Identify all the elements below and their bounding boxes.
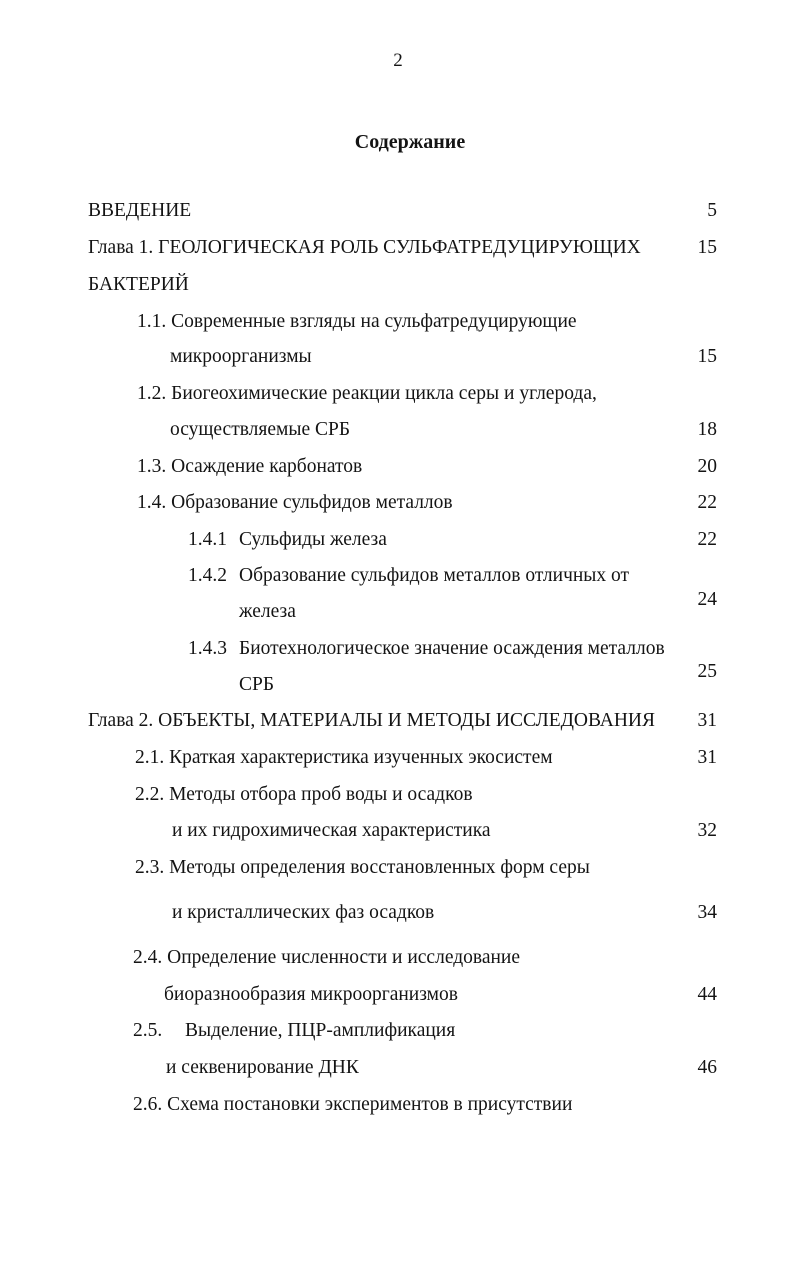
toc-entry-1-4-2-cont: железа [239,601,296,622]
toc-page-intro: 5 [707,200,717,221]
toc-page-chapter2: 31 [697,710,717,731]
toc-page-1-3: 20 [697,456,717,477]
toc-num-2-5: 2.5. [133,1020,163,1041]
toc-page-1-4-1: 22 [697,529,717,550]
toc-entry-2-4-cont: биоразнообразия микроорганизмов [164,984,458,1005]
toc-entry-1-4-3-cont: СРБ [239,674,275,695]
toc-page-2-3: 34 [697,902,717,923]
toc-entry-1-2: 1.2. Биогеохимические реакции цикла серы и углерода, [137,383,597,404]
toc-entry-1-4-1: Сульфиды железа [239,529,387,550]
toc-entry-2-2-cont: и их гидрохимическая характеристика [172,820,491,841]
toc-entry-2-5: Выделение, ПЦР-амплификация [185,1020,456,1041]
toc-page-chapter1: 15 [697,237,717,258]
toc-page-2-4: 44 [697,984,717,1005]
toc-entry-1-4-3: Биотехнологическое значение осаждения металлов [239,638,665,659]
toc-page-1-4-2: 24 [697,589,717,610]
toc-page-1-1: 15 [697,346,717,367]
toc-num-1-4-1: 1.4.1 [188,529,227,550]
toc-entry-2-3-cont: и кристаллических фаз осадков [172,902,435,923]
page-number: 2 [393,50,403,71]
toc-entry-1-4: 1.4. Образование сульфидов металлов [137,492,453,513]
toc-entry-2-2: 2.2. Методы отбора проб воды и осадков [135,784,473,805]
toc-page-2-2: 32 [697,820,717,841]
toc-entry-1-3: 1.3. Осаждение карбонатов [137,456,363,477]
toc-entry-1-4-2: Образование сульфидов металлов отличных от [239,565,630,586]
toc-entry-chapter2: Глава 2. ОБЪЕКТЫ, МАТЕРИАЛЫ И МЕТОДЫ ИССЛЕДОВАНИЯ [88,710,656,731]
toc-entry-intro: ВВЕДЕНИЕ [88,200,192,221]
toc-num-1-4-2: 1.4.2 [188,565,227,586]
toc-entry-1-2-cont: осуществляемые СРБ [170,419,351,440]
toc-entry-2-5-cont: и секвенирование ДНК [166,1057,359,1078]
toc-page-1-4-3: 25 [697,661,717,682]
toc-entry-1-1: 1.1. Современные взгляды на сульфатредуцирующие [137,311,577,332]
toc-entry-1-1-cont: микроорганизмы [170,346,312,367]
toc-page-2-1: 31 [697,747,717,768]
toc-page-2-5: 46 [697,1057,717,1078]
toc-entry-chapter1: Глава 1. ГЕОЛОГИЧЕСКАЯ РОЛЬ СУЛЬФАТРЕДУЦИРУЮЩИХ [88,237,641,258]
toc-page-1-2: 18 [697,419,717,440]
toc-entry-2-3: 2.3. Методы определения восстановленных форм серы [135,857,590,878]
toc-entry-2-6: 2.6. Схема постановки экспериментов в присутствии [133,1094,573,1115]
toc-entry-2-1: 2.1. Краткая характеристика изученных экосистем [135,747,553,768]
toc-entry-2-4: 2.4. Определение численности и исследование [133,947,521,968]
toc-num-1-4-3: 1.4.3 [188,638,227,659]
toc-entry-chapter1-cont: БАКТЕРИЙ [88,274,189,295]
page-title: Содержание [354,131,466,153]
toc-page-1-4: 22 [697,492,717,513]
